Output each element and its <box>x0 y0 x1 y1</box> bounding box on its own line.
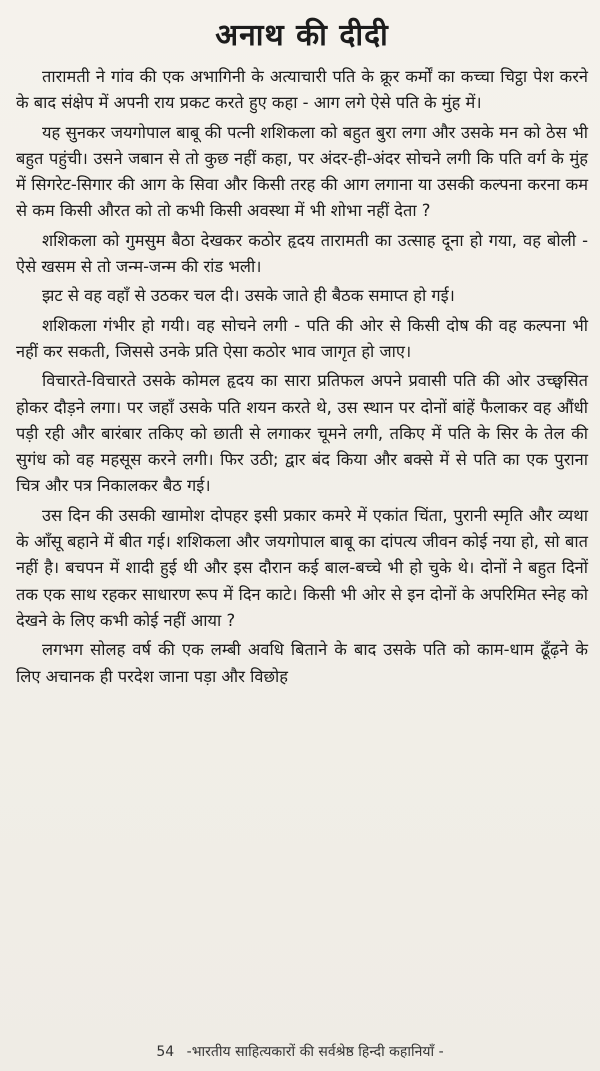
paragraph-2: यह सुनकर जयगोपाल बाबू की पत्नी शशिकला को बहुत बुरा लगा और उसके मन को ठेस भी बहुत पहुंची। उसने जबान से तो कुछ नहीं कहा, पर अंदर-ही-अंदर सोचने लगी कि पति वर्ग के मुंह में सिगरेट-सिगार की आग के सिवा और किसी तरह की आग लगाना या उसकी कल्पना करना कम से कम किसी औरत को तो कभी किसी अवस्था में भी शोभा नहीं देता ? <box>16 122 588 221</box>
paragraph-3: शशिकला को गुमसुम बैठा देखकर कठोर हृदय तारामती का उत्साह दूना हो गया, वह बोली - ऐसे खसम से तो जन्म-जन्म की रांड भली। <box>16 230 588 277</box>
paragraph-5: शशिकला गंभीर हो गयी। वह सोचने लगी - पति की ओर से किसी दोष की वह कल्पना भी नहीं कर सकती, जिससे उनके प्रति ऐसा कठोर भाव जागृत हो जाए। <box>16 315 588 361</box>
page-footer <box>0 1042 600 1061</box>
page-number: 54 <box>156 1044 175 1060</box>
book-title: -भारतीय साहित्यकारों की सर्वश्रेष्ठ हिन्दी कहानियाँ - <box>186 1044 444 1060</box>
paragraph-8: लगभग सोलह वर्ष की एक लम्बी अवधि बिताने के बाद उसके पति को काम-धाम ढूँढ़ने के लिए अचानक ही परदेश जाना पड़ा और विछोह <box>16 640 588 686</box>
paragraph-4: झट से वह वहाँ से उठकर चल दी। उसके जाते ही बैठक समाप्त हो गई। <box>42 286 455 306</box>
paragraph-7: उस दिन की उसकी खामोश दोपहर इसी प्रकार कमरे में एकांत चिंता, पुरानी स्मृति और व्यथा के आँसू बहाने में बीत गई। शशिकला और जयगोपाल बाबू का दांपत्य जीवन कोई नया हो, सो बात नहीं है। बचपन में शादी हुई थी और इस दौरान कई बाल-बच्चे भी हो चुके थे। दोनों ने बहुत दिनों तक एक साथ रहकर साधारण रूप में दिन काटे। किसी भी ओर से इन दोनों के अपरिमित स्नेह को देखने के लिए कभी कोई नहीं आया ? <box>16 505 588 630</box>
paragraph-6: विचारते-विचारते उसके कोमल हृदय का सारा प्रतिफल अपने प्रवासी पति की ओर उच्छ्वसित होकर दौड़ने लगा। पर जहाँ उसके पति शयन करते थे, उस स्थान पर दोनों बांहें फैलाकर वह औंधी पड़ी रही और बारंबार तकिए को छाती से लगाकर चूमने लगी, तकिए में पति के सिर के तेल की सुगंध को वह महसूस करने लगी। फिर उठी; द्वार बंद किया और बक्से में से पति का एक पुराना चित्र और पत्र निकालकर बैठ गई। <box>16 371 588 496</box>
paragraph-1: तारामती ने गांव की एक अभागिनी के अत्याचारी पति के क्रूर कर्मों का कच्चा चिट्ठा पेश करने के बाद संक्षेप में अपनी राय प्रकट करते हुए कहा - आग लगे ऐसे पति के मुंह में। <box>16 67 588 113</box>
story-title: अनाथ की दीदी <box>215 18 389 53</box>
story-body <box>16 64 588 690</box>
